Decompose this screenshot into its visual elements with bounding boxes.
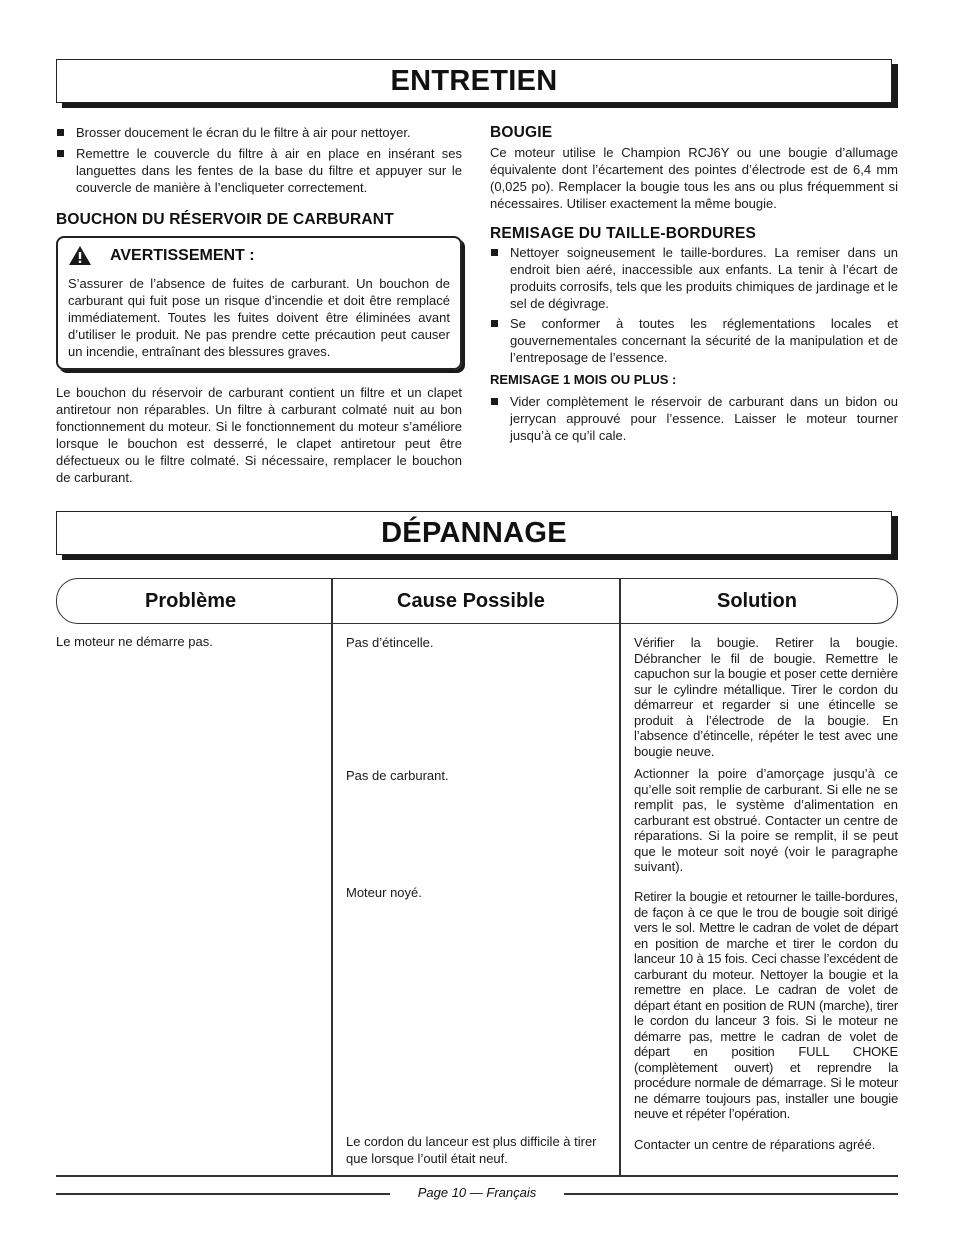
cause-cell: Pas de carburant. — [346, 768, 449, 783]
page-number: Page 10 — [417, 1185, 467, 1200]
cause-cell: Le cordon du lanceur est plus difficile à tirer que lorsque l’outil était neuf. — [346, 1134, 597, 1166]
remisage-bullets — [490, 244, 898, 366]
list-item: Brosser doucement le écran du le filtre à air pour nettoyer. — [56, 124, 462, 141]
list-item: Nettoyer soigneusement le taille-bordures. La remiser dans un endroit bien aéré, inaccessible aux enfants. La tenir à l’écart de produits corrosifs, tels que les produits chimiques de jardinage et le sel de dégivrage. — [490, 244, 898, 312]
bougie-paragraph: Ce moteur utilise le Champion RCJ6Y ou une bougie d’allumage équivalente dont l’écartement des pointes d’électrode est de 6,4 mm (0,025 po). Remplacer la bougie tous les ans ou plus fréquemment si nécessaires. Utiliser exactement la même bougie. — [490, 145, 898, 211]
depannage-title: DÉPANNAGE — [381, 516, 567, 549]
bougie-heading: BOUGIE — [490, 124, 553, 141]
entretien-banner — [56, 59, 892, 103]
column-header-cause: Cause Possible — [397, 589, 545, 612]
warning-title: AVERTISSEMENT : — [110, 247, 255, 264]
list-item: Se conformer à toutes les réglementations locales et gouvernementales concernant la sécurité de la manipulation et de l’entreposage de l’essence. — [490, 315, 898, 366]
solution-cell: Retirer la bougie et retourner le taille-bordures, de façon à ce que le trou de bougie soit dirigé vers le sol. Mettre le cadran de volet de départ en position de marche et tirer le cordon du lanceur 10 à 15 fois. Ceci chasse l’excédent de carburant du moteur. Nettoyer la bougie et la remettre en place. Le cadran de volet de départ étant en position de RUN (marche), tirer le cordon du lanceur 3 fois. Si le moteur ne démarre pas, mettre le cadran de volet de départ en position FULL CHOKE (complètement ouvert) et reprendre la procédure normale de démarrage. Si le moteur ne démarre toujours pas, installer une bougie neuve et répéter l’opération. — [634, 889, 898, 1121]
right-column — [490, 124, 898, 444]
footer-rule-left — [56, 1193, 390, 1195]
column-divider — [619, 578, 621, 1176]
cause-cell: Pas d’étincelle. — [346, 635, 434, 650]
remisage-heading: REMISAGE DU TAILLE-BORDURES — [490, 225, 757, 242]
warning-triangle-icon — [68, 245, 92, 266]
filter-bullets — [56, 124, 462, 196]
depannage-banner — [56, 511, 892, 555]
solution-cell: Contacter un centre de réparations agréé. — [634, 1137, 876, 1152]
cause-cell: Moteur noyé. — [346, 885, 422, 900]
footer-separator: — — [469, 1185, 483, 1200]
solution-cell: Vérifier la bougie. Retirer la bougie. Débrancher le fil de bougie. Remettre le capuchon sur la bougie et poser cette dernière sur le cylindre métallique. Tirer le cordon du démarreur et regarder si une étincelle se produit à l’électrode de la bougie. En l’absence d’étincelle, répéter le test avec une bougie neuve. — [634, 635, 898, 759]
column-header-probleme: Problème — [145, 589, 237, 612]
solution-cell: Actionner la poire d’amorçage jusqu’à ce qu’elle soit remplie de carburant. Si elle ne se remplit pas, le système d’alimentation en carburant est obstrué. Contacter un centre de réparations. Si la poire se remplit, il se peut que le moteur soit noyé (voir le paragraphe suivant). — [634, 766, 898, 874]
troubleshooting-table-header — [56, 578, 898, 624]
remisage-1-mois-bullets — [490, 393, 898, 444]
warning-box — [56, 236, 462, 370]
column-header-solution: Solution — [717, 589, 797, 612]
list-item: Vider complètement le réservoir de carburant dans un bidon ou jerrycan approuvé pour l’essence. Laisser le moteur tourner jusqu’à ce qu’il cale. — [490, 393, 898, 444]
fuel-cap-heading: BOUCHON DU RÉSERVOIR DE CARBURANT — [56, 211, 394, 228]
probleme-cell: Le moteur ne démarre pas. — [56, 634, 213, 649]
footer-language: Français — [486, 1185, 537, 1200]
footer-rule-right — [564, 1193, 898, 1195]
page-footer — [390, 1185, 564, 1200]
list-item: Remettre le couvercle du filtre à air en place en insérant ses languettes dans les fentes de la base du filtre et appuyer sur le couvercle de manière à l’encliqueter correctement. — [56, 145, 462, 196]
warning-text: S’assurer de l’absence de fuites de carburant. Un bouchon de carburant qui fuit pose un risque d’incendie et doit être remplacé immédiatement. Toutes les fuites doivent être éliminées avant d’utiliser le produit. Ne pas prendre cette précaution peut causer un incendie, entraînant des blessures graves. — [68, 276, 450, 359]
remisage-1-mois-heading: REMISAGE 1 MOIS OU PLUS : — [490, 372, 677, 387]
fuel-cap-paragraph: Le bouchon du réservoir de carburant contient un filtre et un clapet antiretour non réparables. Un filtre à carburant colmaté nuit au bon fonctionnement du moteur. Si le fonctionnement du moteur s’améliore lorsque le bouchon est desserré, le clapet antiretour peut être défectueux ou le filtre colmaté. Si nécessaire, remplacer le bouchon de carburant. — [56, 385, 462, 485]
column-divider — [331, 578, 333, 1176]
table-bottom-rule — [56, 1175, 898, 1177]
entretien-title: ENTRETIEN — [390, 64, 558, 97]
left-column — [56, 124, 462, 486]
